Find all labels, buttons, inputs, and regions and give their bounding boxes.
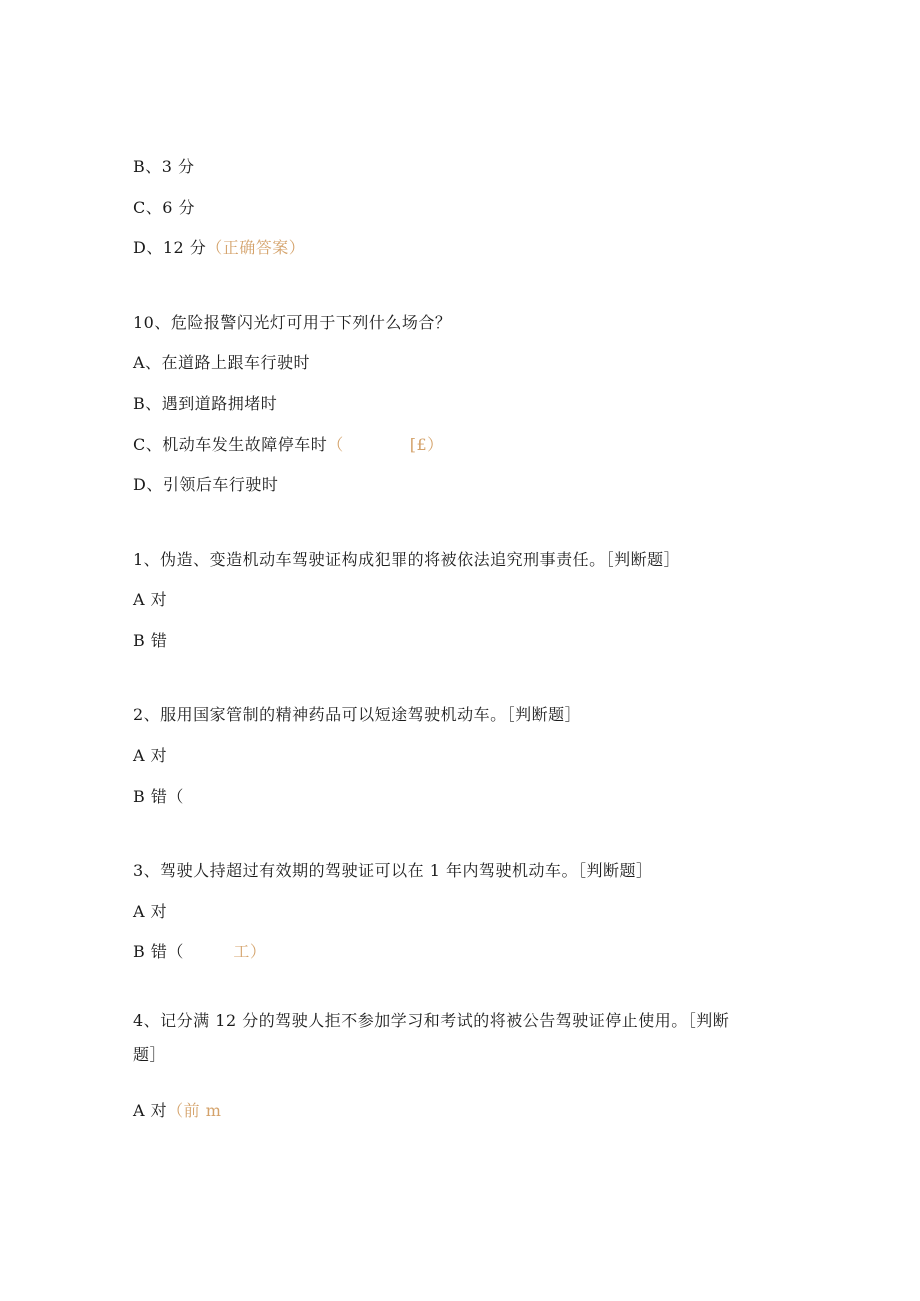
tf3-option-a <box>133 901 167 923</box>
q9-option-b <box>133 156 195 178</box>
q10-option-a <box>133 352 310 374</box>
tf3-question <box>133 860 653 882</box>
answer-mark: （正确答案） <box>206 238 306 257</box>
answer-mark: （ [£） <box>327 435 444 454</box>
tf4-option-a <box>133 1100 221 1122</box>
option-text: B 错（ <box>133 787 184 806</box>
tf2-option-a <box>133 745 167 767</box>
question-text: 4、记分满 12 分的驾驶人拒不参加学习和考试的将被公告驾驶证停止使用。［判断题］ <box>133 1011 730 1064</box>
answer-mark: 工） <box>183 942 267 961</box>
option-text: A 对 <box>133 746 168 765</box>
question-text: 10、危险报警闪光灯可用于下列什么场合？ <box>133 313 452 332</box>
tf2-option-b <box>133 786 184 808</box>
option-text: B 错（ <box>133 942 184 961</box>
option-text: B、3 分 <box>133 157 195 176</box>
question-text: 1、伪造、变造机动车驾驶证构成犯罪的将被依法追究刑事责任。［判断题］ <box>133 550 681 569</box>
tf3-option-b <box>133 941 266 963</box>
q10-option-d <box>133 474 278 496</box>
q9-option-c <box>133 197 195 219</box>
option-text: D、引领后车行驶时 <box>133 475 279 494</box>
tf1-question <box>133 549 680 571</box>
tf1-option-b <box>133 630 167 652</box>
q9-option-d <box>133 237 305 259</box>
tf1-option-a <box>133 589 167 611</box>
option-text: B、遇到道路拥堵时 <box>133 394 278 413</box>
option-text: A、在道路上跟车行驶时 <box>133 353 311 372</box>
option-text: A 对 <box>133 1101 168 1120</box>
option-text: B 错 <box>133 631 168 650</box>
q10-question <box>133 312 451 334</box>
question-text: 2、服用国家管制的精神药品可以短途驾驶机动车。［判断题］ <box>133 705 582 724</box>
option-text: C、机动车发生故障停车时 <box>133 435 328 454</box>
answer-mark: （前 m <box>167 1101 222 1120</box>
question-text: 3、驾驶人持超过有效期的驾驶证可以在 1 年内驾驶机动车。［判断题］ <box>133 861 653 880</box>
option-text: A 对 <box>133 902 168 921</box>
q10-option-b <box>133 393 277 415</box>
tf4-question <box>133 1004 748 1072</box>
q10-option-c <box>133 434 444 456</box>
option-text: A 对 <box>133 590 168 609</box>
tf2-question <box>133 704 581 726</box>
option-text: C、6 分 <box>133 198 196 217</box>
option-text: D、12 分 <box>133 238 207 257</box>
